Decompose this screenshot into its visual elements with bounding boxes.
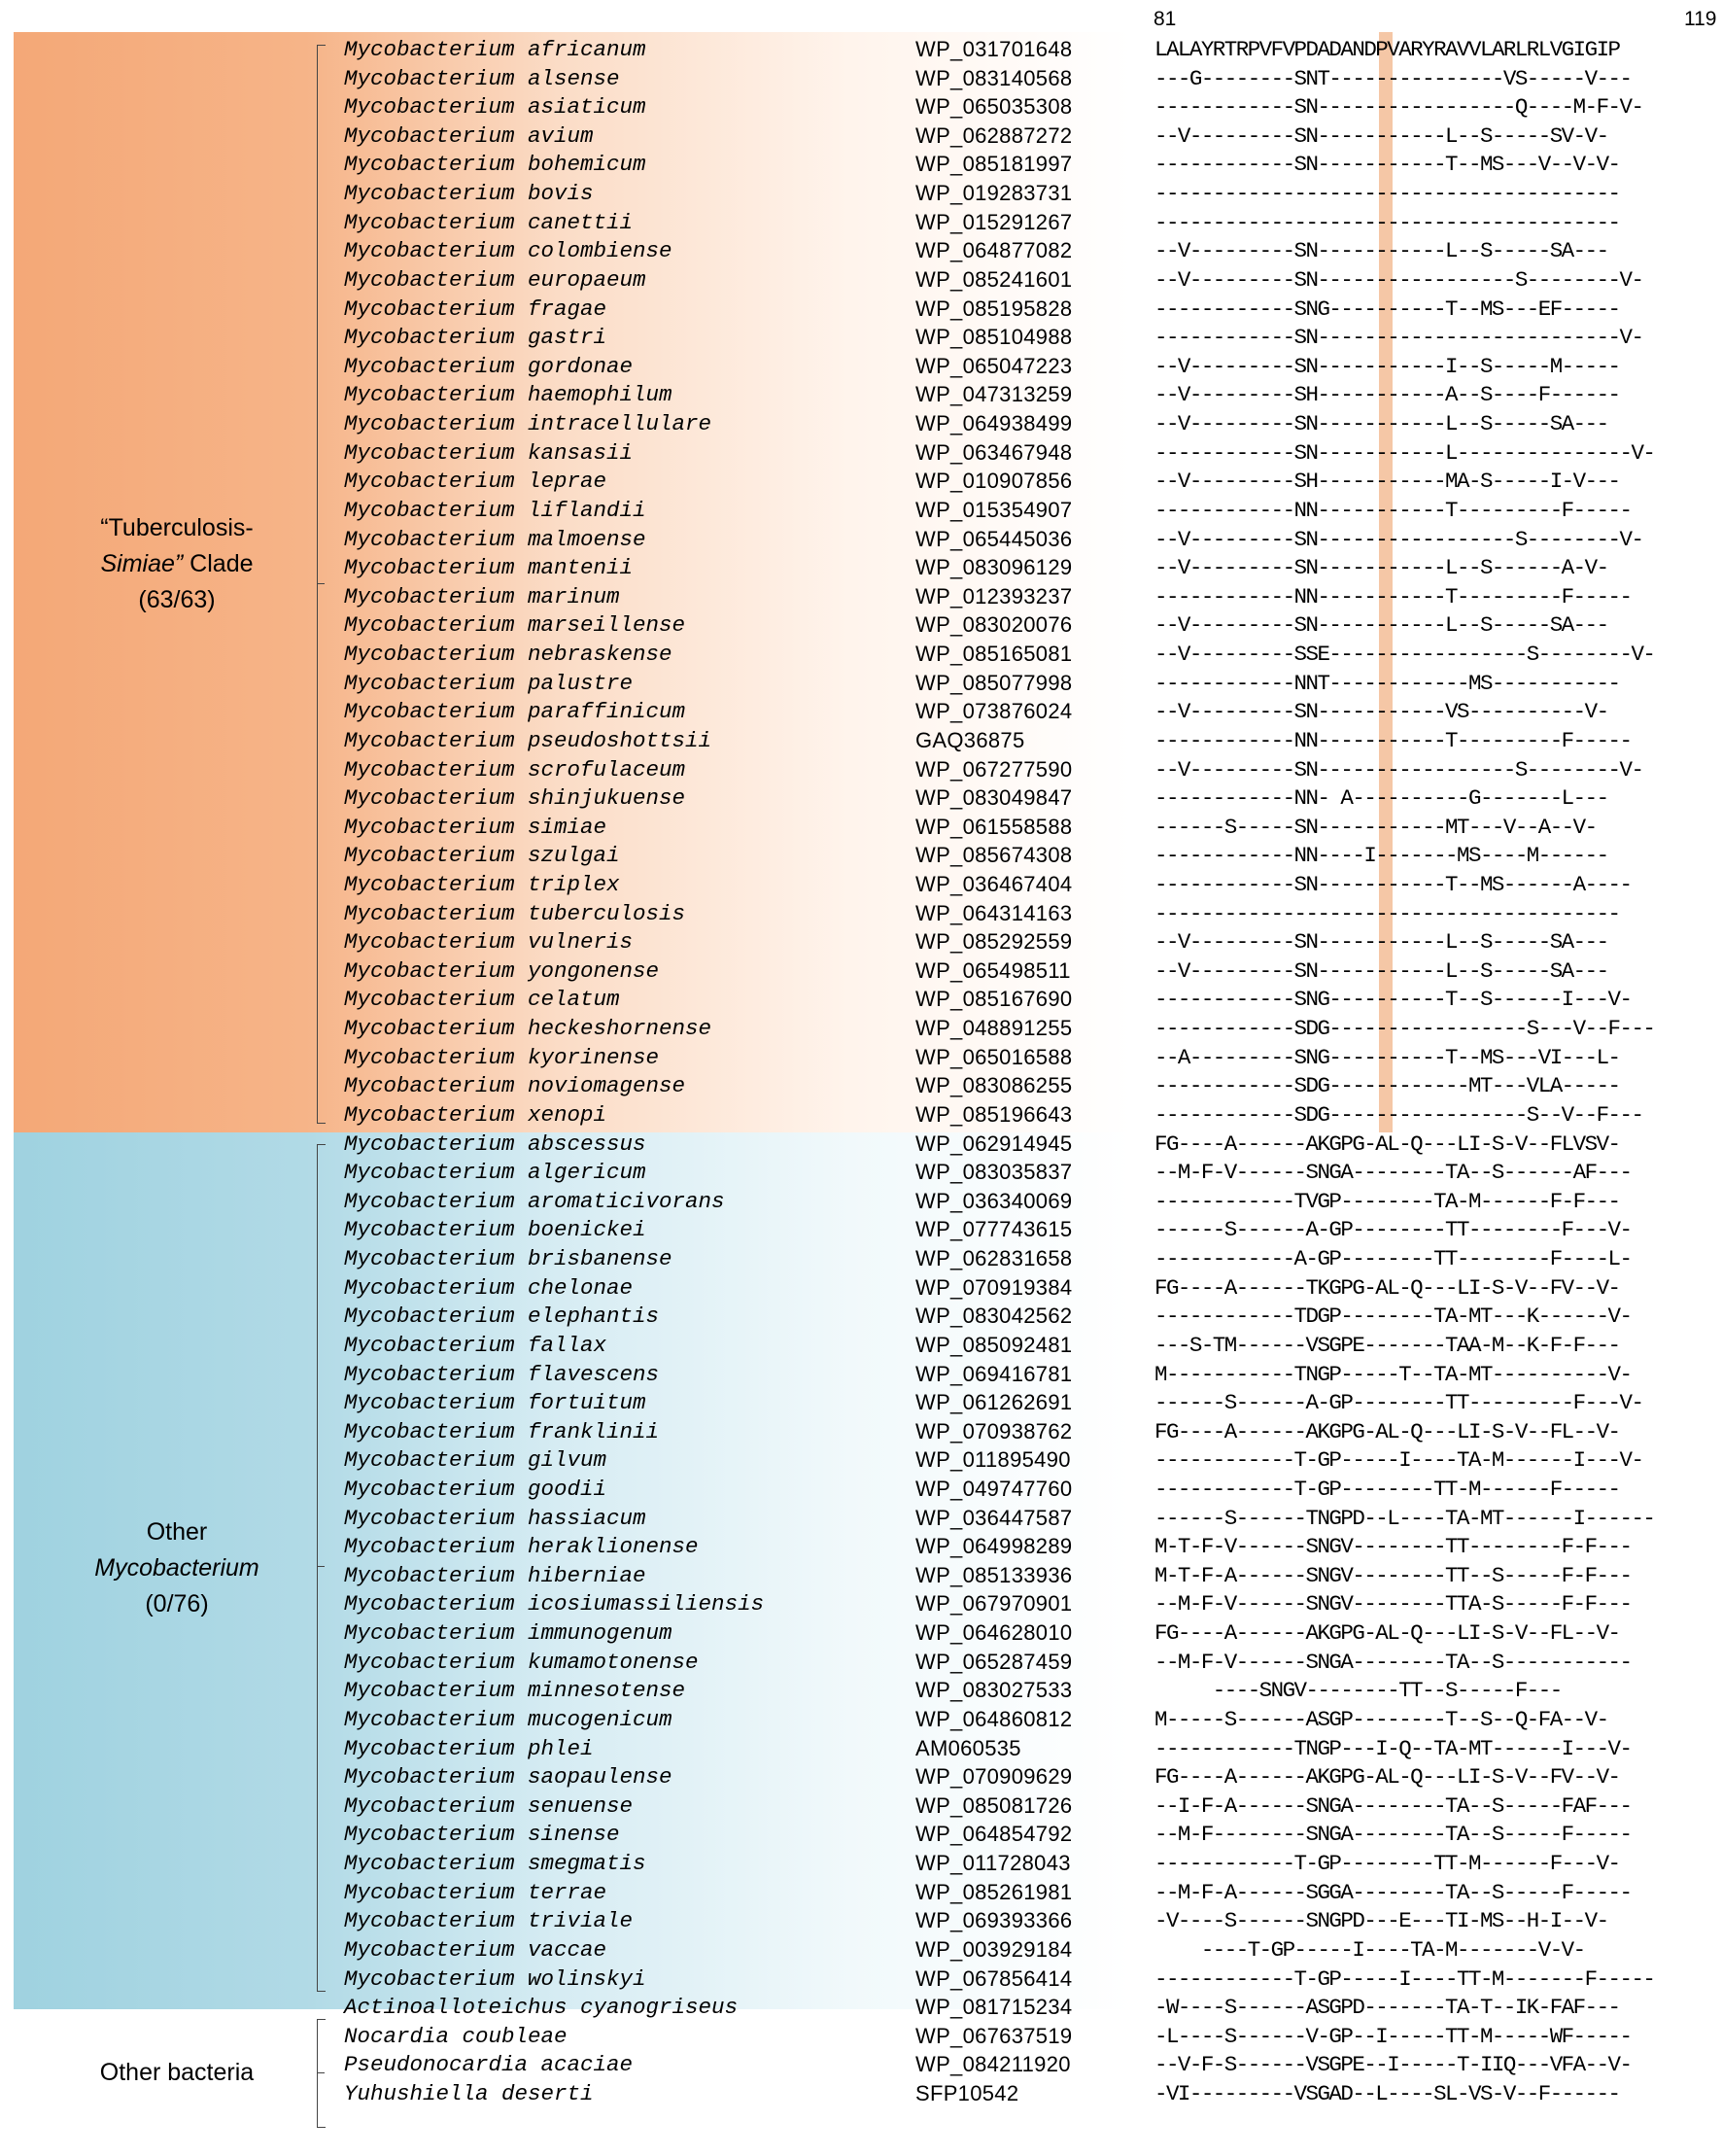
sequence-alignment: ------S-----SN-----------MT---V--A--V- (1154, 814, 1597, 840)
alignment-row (0, 1012, 1722, 1041)
species-name: Mycobacterium elephantis (344, 1304, 660, 1330)
accession-number: WP_085081726 (915, 1792, 1073, 1818)
sequence-alignment: --V---------SN-----------L--S-----SV-V- (1154, 122, 1608, 149)
accession-number: WP_070919384 (915, 1274, 1073, 1300)
accession-number: WP_061558588 (915, 814, 1073, 839)
species-name: Mycobacterium triplex (344, 871, 620, 897)
group-label-italic: Simiae” (100, 550, 184, 577)
alignment-row (0, 551, 1722, 580)
alignment-row (0, 753, 1722, 782)
sequence-alignment: --M-F-V------SNGA--------TA--S------AF--- (1154, 1160, 1632, 1186)
sequence-alignment: ------------SN-----------L---------------V- (1154, 439, 1655, 466)
alignment-row (0, 378, 1722, 407)
sequence-alignment: ------------T-GP-----I----TT-M-------F----- (1154, 1965, 1655, 1992)
alignment-row (0, 523, 1722, 552)
group-label-line1: Other bacteria (99, 2059, 255, 2086)
species-name: Mycobacterium bohemicum (344, 152, 646, 178)
alignment-row (0, 1530, 1722, 1559)
sequence-alignment: --I-F-A------SNGA--------TA--S-----FAF--- (1154, 1792, 1632, 1819)
accession-number: WP_085104988 (915, 325, 1073, 350)
alignment-row (0, 1386, 1722, 1415)
accession-number: SFP10542 (915, 2081, 1019, 2106)
accession-number: WP_067637519 (915, 2023, 1073, 2048)
accession-number: WP_064998289 (915, 1534, 1073, 1559)
species-name: Mycobacterium fallax (344, 1332, 607, 1358)
species-name: Mycobacterium palustre (344, 670, 634, 696)
sequence-alignment: ------S------A-GP--------TT---------F---V- (1154, 1390, 1643, 1416)
alignment-row (0, 465, 1722, 494)
alignment-row (0, 925, 1722, 955)
alignment-row (0, 177, 1722, 206)
sequence-alignment: ---------------------------------------- (1154, 209, 1620, 235)
alignment-row (0, 1703, 1722, 1732)
species-name: Mycobacterium asiaticum (344, 94, 646, 121)
sequence-alignment: ------------SN-----------T--MS---V--V-V- (1154, 152, 1620, 178)
accession-number: WP_036467404 (915, 871, 1073, 896)
accession-number: WP_085077998 (915, 670, 1073, 695)
sequence-alignment: M-----------TNGP-----T--TA-MT----------V- (1154, 1361, 1632, 1387)
alignment-row (0, 1156, 1722, 1185)
accession-number: WP_012393237 (915, 583, 1073, 609)
accession-number: WP_065287459 (915, 1649, 1073, 1674)
alignment-row (0, 148, 1722, 177)
group-label-rest: Clade (183, 550, 254, 577)
sequence-alignment: ------------SDG-----------------S--V--F--- (1154, 1101, 1643, 1128)
accession-number: WP_067856414 (915, 1965, 1073, 1991)
sequence-alignment: ------------NN-----------T---------F----- (1154, 727, 1632, 753)
sequence-alignment: ------------SN-----------------Q----M-F-V- (1154, 94, 1643, 121)
sequence-alignment: --V---------SN-----------L--S-----SA--- (1154, 957, 1608, 984)
alignment-row (0, 983, 1722, 1012)
species-name: Mycobacterium immunogenum (344, 1620, 672, 1647)
accession-number: WP_067970901 (915, 1591, 1073, 1617)
accession-number: WP_077743615 (915, 1217, 1073, 1242)
sequence-alignment: ----SNGV--------TT--S-----F--- (1154, 1678, 1562, 1704)
sequence-alignment: ------S------TNGPD--L----TA-MT------I------ (1154, 1505, 1655, 1531)
group-label-italic: Mycobacterium (94, 1554, 259, 1582)
species-name: Mycobacterium fortuitum (344, 1390, 646, 1416)
species-name: Mycobacterium marinum (344, 583, 620, 609)
sequence-alignment: ---S-TM------VSGPE-------TAA-M--K-F-F--- (1154, 1332, 1620, 1358)
species-name: Mycobacterium heckeshornense (344, 1016, 712, 1042)
accession-number: WP_085674308 (915, 843, 1073, 868)
species-name: Mycobacterium canettii (344, 209, 634, 235)
species-name: Mycobacterium yongonense (344, 957, 660, 984)
accession-number: AM060535 (915, 1735, 1021, 1760)
accession-number: WP_064628010 (915, 1620, 1073, 1646)
alignment-row (0, 350, 1722, 379)
alignment-row (0, 1242, 1722, 1271)
alignment-row (0, 263, 1722, 293)
species-name: Mycobacterium saopaulense (344, 1764, 672, 1791)
group-label-count: (63/63) (138, 586, 216, 613)
sequence-alignment: M-T-F-V------SNGV--------TT--------F-F--- (1154, 1534, 1632, 1560)
species-name: Mycobacterium intracellulare (344, 411, 712, 437)
alignment-row (0, 839, 1722, 868)
species-name: Mycobacterium celatum (344, 987, 620, 1013)
accession-number: WP_036340069 (915, 1188, 1073, 1213)
alignment-row (0, 1443, 1722, 1473)
group-label-line1: “Tuberculosis- (100, 514, 254, 541)
accession-number: GAQ36875 (915, 727, 1025, 752)
accession-number: WP_083027533 (915, 1678, 1073, 1703)
species-name: Yuhushiella deserti (344, 2081, 594, 2107)
accession-number: WP_065035308 (915, 94, 1073, 120)
accession-number: WP_083035837 (915, 1160, 1073, 1185)
species-name: Mycobacterium hassiacum (344, 1505, 646, 1531)
accession-number: WP_064860812 (915, 1706, 1073, 1731)
alignment-row (0, 1732, 1722, 1761)
accession-number: WP_070909629 (915, 1764, 1073, 1790)
sequence-alignment: --A---------SNG----------T--MS---VI---L- (1154, 1044, 1620, 1070)
accession-number: WP_070938762 (915, 1418, 1073, 1443)
species-name: Mycobacterium flavescens (344, 1361, 660, 1387)
accession-number: WP_085165081 (915, 642, 1073, 667)
sequence-alignment: ----T-GP-----I----TA-M-------V-V- (1154, 1936, 1585, 1963)
accession-number: WP_064938499 (915, 411, 1073, 436)
sequence-alignment: --V---------SSE-----------------S--------V- (1154, 642, 1655, 668)
sequence-alignment: ------------T-GP--------TT-M------F---V- (1154, 1851, 1620, 1877)
sequence-alignment: FG----A------AKGPG-AL-Q---LI-S-V--FL--V- (1154, 1418, 1620, 1444)
species-name: Pseudonocardia acaciae (344, 2052, 634, 2078)
sequence-alignment: --V---------SN-----------------S--------V- (1154, 756, 1643, 782)
sequence-alignment: ---G--------SNT---------------VS-----V--- (1154, 65, 1632, 91)
alignment-row (0, 580, 1722, 609)
alignment-row (0, 1358, 1722, 1387)
accession-number: WP_062831658 (915, 1246, 1073, 1271)
sequence-alignment: -W----S------ASGPD-------TA-T--IK-FAF--- (1154, 1995, 1620, 2021)
species-name: Mycobacterium europaeum (344, 266, 646, 293)
alignment-row (0, 638, 1722, 667)
accession-number: WP_085195828 (915, 296, 1073, 321)
sequence-alignment: ------------NN-----------T---------F----- (1154, 583, 1632, 609)
accession-number: WP_085196643 (915, 1101, 1073, 1127)
sequence-alignment: ------------TDGP--------TA-MT---K------V- (1154, 1304, 1632, 1330)
species-name: Mycobacterium africanum (344, 37, 646, 62)
alignment-row (0, 1415, 1722, 1444)
sequence-alignment: --V---------SN-----------------S--------V- (1154, 526, 1643, 552)
accession-number: WP_067277590 (915, 756, 1073, 782)
sequence-alignment: ------------NN- A----------G-------L--- (1154, 785, 1608, 812)
species-name: Mycobacterium sinense (344, 1822, 620, 1848)
accession-number: WP_064877082 (915, 238, 1073, 263)
accession-number: WP_084211920 (915, 2052, 1071, 2077)
accession-number: WP_085292559 (915, 929, 1073, 955)
alignment-row (0, 2077, 1722, 2106)
alignment-row (0, 234, 1722, 263)
sequence-alignment: FG----A------TKGPG-AL-Q---LI-S-V--FV--V- (1154, 1274, 1620, 1301)
sequence-alignment: ------------A-GP--------TT--------F----L- (1154, 1246, 1632, 1272)
sequence-alignment: --V---------SN-----------L--S-----SA--- (1154, 929, 1608, 956)
species-name: Mycobacterium boenickei (344, 1217, 646, 1243)
position-start-label: 81 (1154, 8, 1177, 30)
sequence-alignment: --V-F-S------VSGPE--I-----T-IIQ---VFA--V- (1154, 2052, 1632, 2078)
alignment-row (0, 897, 1722, 926)
accession-number: WP_065016588 (915, 1044, 1073, 1069)
species-name: Mycobacterium mantenii (344, 555, 634, 581)
species-name: Mycobacterium wolinskyi (344, 1965, 646, 1992)
species-name: Mycobacterium terrae (344, 1879, 607, 1905)
alignment-row (0, 407, 1722, 436)
accession-number: WP_065047223 (915, 353, 1073, 378)
species-name: Mycobacterium avium (344, 122, 594, 149)
accession-number: WP_065445036 (915, 526, 1073, 551)
accession-number: WP_015354907 (915, 497, 1073, 522)
accession-number: WP_069393366 (915, 1908, 1073, 1933)
accession-number: WP_083096129 (915, 555, 1073, 580)
species-name: Mycobacterium simiae (344, 814, 607, 840)
alignment-row (0, 955, 1722, 984)
alignment-row (0, 1473, 1722, 1502)
species-name: Mycobacterium heraklionense (344, 1534, 699, 1560)
sequence-alignment: ------------TVGP--------TA-M------F-F--- (1154, 1188, 1620, 1214)
sequence-alignment: --M-F-V------SNGV--------TTA-S-----F-F--- (1154, 1591, 1632, 1617)
species-name: Mycobacterium kyorinense (344, 1044, 660, 1070)
accession-number: WP_083086255 (915, 1073, 1073, 1098)
species-name: Mycobacterium icosiumassiliensis (344, 1591, 765, 1617)
species-name: Mycobacterium hiberniae (344, 1562, 646, 1588)
alignment-row (0, 868, 1722, 897)
accession-number: WP_064314163 (915, 900, 1073, 925)
alignment-row (0, 1790, 1722, 1819)
alignment-row (0, 1128, 1722, 1157)
alignment-row (0, 1876, 1722, 1905)
species-name: Mycobacterium malmoense (344, 526, 646, 552)
accession-number: WP_081715234 (915, 1995, 1073, 2020)
sequence-alignment: -V----S------SNGPD---E---TI-MS--H-I--V- (1154, 1908, 1608, 1934)
alignment-row (0, 90, 1722, 120)
alignment-row (0, 1760, 1722, 1790)
accession-number: WP_083020076 (915, 612, 1073, 638)
alignment-row (0, 1559, 1722, 1588)
species-name: Mycobacterium tuberculosis (344, 900, 686, 926)
accession-number: WP_085241601 (915, 266, 1073, 292)
sequence-alignment: ------------SNG----------T--S------I---V- (1154, 987, 1632, 1013)
sequence-alignment: --M-F-V------SNGA--------TA--S----------- (1154, 1649, 1632, 1675)
accession-number: WP_085261981 (915, 1879, 1073, 1904)
accession-number: WP_019283731 (915, 181, 1073, 206)
accession-number: WP_085167690 (915, 987, 1073, 1012)
species-name: Mycobacterium kansasii (344, 439, 634, 466)
species-name: Mycobacterium triviale (344, 1908, 634, 1934)
species-name: Mycobacterium kumamotonense (344, 1649, 699, 1675)
accession-number: WP_065498511 (915, 957, 1071, 983)
sequence-alignment: ------------T-GP--------TT-M------F----- (1154, 1477, 1620, 1502)
sequence-alignment: --V---------SH-----------A--S----F------ (1154, 382, 1620, 408)
species-name: Mycobacterium xenopi (344, 1101, 607, 1128)
species-name: Mycobacterium fragae (344, 296, 607, 322)
accession-number: WP_015291267 (915, 209, 1073, 234)
species-name: Mycobacterium minnesotense (344, 1678, 686, 1704)
accession-number: WP_083049847 (915, 785, 1073, 811)
accession-number: WP_069416781 (915, 1361, 1073, 1386)
alignment-row (0, 782, 1722, 811)
species-name: Mycobacterium brisbanense (344, 1246, 672, 1272)
species-name: Mycobacterium szulgai (344, 843, 620, 869)
sequence-alignment: M-T-F-A------SNGV--------TT--S-----F-F--- (1154, 1562, 1632, 1588)
species-name: Mycobacterium aromaticivorans (344, 1188, 725, 1214)
species-name: Mycobacterium colombiense (344, 238, 672, 264)
alignment-row (0, 1098, 1722, 1128)
accession-number: WP_010907856 (915, 469, 1073, 494)
alignment-row (0, 1213, 1722, 1242)
sequence-alignment: --V---------SN-----------L--S-----SA--- (1154, 411, 1608, 437)
sequence-alignment: ------------SDG-----------------S---V--F--- (1154, 1016, 1655, 1042)
species-name: Mycobacterium senuense (344, 1792, 634, 1819)
species-name: Mycobacterium gilvum (344, 1447, 607, 1474)
sequence-alignment: -VI---------VSGAD--L----SL-VS-V--F------ (1154, 2081, 1620, 2107)
alignment-row (0, 1991, 1722, 2020)
accession-number: WP_085181997 (915, 152, 1073, 177)
sequence-alignment: --V---------SN-----------VS----------V- (1154, 699, 1608, 725)
alignment-row (0, 695, 1722, 724)
species-name: Mycobacterium abscessus (344, 1130, 646, 1157)
alignment-row (0, 321, 1722, 350)
sequence-alignment: -L----S------V-GP--I-----TT-M-----WF----- (1154, 2023, 1632, 2049)
sequence-alignment: ------------SNG----------T--MS---EF----- (1154, 296, 1620, 322)
species-name: Mycobacterium chelonae (344, 1274, 634, 1301)
sequence-alignment: ------------NN-----------T---------F----- (1154, 497, 1632, 523)
alignment-row (0, 206, 1722, 235)
species-name: Nocardia coubleae (344, 2023, 568, 2049)
sequence-alignment: --V---------SN-----------------S--------V- (1154, 266, 1643, 293)
alignment-row (0, 1185, 1722, 1214)
species-name: Mycobacterium smegmatis (344, 1851, 646, 1877)
species-name: Mycobacterium vulneris (344, 929, 634, 956)
alignment-row (0, 1329, 1722, 1358)
alignment-row (0, 1646, 1722, 1675)
alignment-row (0, 62, 1722, 91)
accession-number: WP_063467948 (915, 439, 1073, 465)
alignment-row (0, 2048, 1722, 2077)
species-name: Mycobacterium goodii (344, 1477, 607, 1502)
species-name: Mycobacterium haemophilum (344, 382, 672, 408)
sequence-alignment: ---------------------------------------- (1154, 900, 1620, 926)
accession-number: WP_073876024 (915, 699, 1073, 724)
alignment-row (0, 1041, 1722, 1070)
sequence-alignment: FG----A------AKGPG-AL-Q---LI-S-V--FV--V- (1154, 1764, 1620, 1791)
sequence-alignment: ------------SDG------------MT---VLA----- (1154, 1073, 1620, 1099)
alignment-row (0, 436, 1722, 466)
species-name: Mycobacterium paraffinicum (344, 699, 686, 725)
sequence-alignment: LALAYRTRPVFVPDADANDPVARYRAVVLARLRLVGIGIP (1154, 37, 1620, 62)
alignment-row (0, 724, 1722, 753)
alignment-row (0, 1818, 1722, 1847)
alignment-row (0, 120, 1722, 149)
sequence-alignment: --V---------SN-----------L--S-----SA--- (1154, 612, 1608, 639)
accession-number: WP_085133936 (915, 1562, 1073, 1587)
alignment-row (0, 33, 1722, 62)
position-end-label: 119 (1684, 8, 1717, 30)
sequence-alignment: ------------T-GP-----I----TA-M------I---V- (1154, 1447, 1643, 1474)
sequence-alignment: --V---------SH-----------MA-S-----I-V--- (1154, 469, 1620, 495)
sequence-alignment: FG----A------AKGPG-AL-Q---LI-S-V--FL--V- (1154, 1620, 1620, 1647)
alignment-row (0, 1674, 1722, 1703)
sequence-alignment: FG----A------AKGPG-AL-Q---LI-S-V--FLVSV- (1154, 1130, 1620, 1157)
sequence-alignment: --V---------SN-----------L--S------A-V- (1154, 555, 1608, 581)
alignment-row (0, 667, 1722, 696)
species-name: Mycobacterium franklinii (344, 1418, 660, 1444)
accession-number: WP_085092481 (915, 1332, 1073, 1357)
alignment-row (0, 1502, 1722, 1531)
alignment-row (0, 1847, 1722, 1876)
sequence-alignment: --M-F-A------SGGA--------TA--S-----F----- (1154, 1879, 1632, 1905)
sequence-alignment: ------------SN--------------------------V- (1154, 325, 1643, 351)
species-name: Mycobacterium bovis (344, 181, 594, 207)
sequence-alignment: ---------------------------------------- (1154, 181, 1620, 207)
accession-number: WP_061262691 (915, 1390, 1073, 1415)
alignment-row (0, 811, 1722, 840)
accession-number: WP_011895490 (915, 1447, 1071, 1473)
species-name: Mycobacterium liflandii (344, 497, 646, 523)
species-name: Mycobacterium marseillense (344, 612, 686, 639)
group-label-line1: Other (146, 1518, 208, 1546)
alignment-row (0, 2020, 1722, 2049)
species-name: Mycobacterium mucogenicum (344, 1706, 672, 1732)
species-name: Mycobacterium noviomagense (344, 1073, 686, 1099)
species-name: Mycobacterium alsense (344, 65, 620, 91)
species-name: Actinoalloteichus cyanogriseus (344, 1995, 739, 2021)
alignment-row (0, 1904, 1722, 1933)
sequence-alignment: ------------NN----I-------MS----M------ (1154, 843, 1608, 869)
species-name: Mycobacterium gordonae (344, 353, 634, 379)
accession-number: WP_062887272 (915, 122, 1073, 148)
accession-number: WP_062914945 (915, 1130, 1073, 1156)
accession-number: WP_049747760 (915, 1477, 1073, 1501)
sequence-alignment: M-----S------ASGP--------T--S--Q-FA--V- (1154, 1706, 1608, 1732)
accession-number: WP_003929184 (915, 1936, 1073, 1962)
alignment-row (0, 609, 1722, 638)
sequence-alignment: ------------TNGP---I-Q--TA-MT------I---V- (1154, 1735, 1632, 1761)
accession-number: WP_047313259 (915, 382, 1073, 407)
alignment-row (0, 1587, 1722, 1617)
accession-number: WP_064854792 (915, 1822, 1073, 1847)
species-name: Mycobacterium algericum (344, 1160, 646, 1186)
alignment-row (0, 1300, 1722, 1329)
group-label-count: (0/76) (145, 1590, 209, 1617)
accession-number: WP_036447587 (915, 1505, 1073, 1530)
species-name: Mycobacterium phlei (344, 1735, 594, 1761)
alignment-row (0, 1069, 1722, 1098)
accession-number: WP_011728043 (915, 1851, 1071, 1876)
alignment-row (0, 1271, 1722, 1301)
species-name: Mycobacterium scrofulaceum (344, 756, 686, 782)
alignment-row (0, 1617, 1722, 1646)
species-name: Mycobacterium leprae (344, 469, 607, 495)
sequence-alignment: ------------SN-----------T--MS------A---- (1154, 871, 1632, 897)
alignment-row (0, 1933, 1722, 1963)
species-name: Mycobacterium pseudoshottsii (344, 727, 712, 753)
sequence-alignment: ------------NNT------------MS----------- (1154, 670, 1620, 696)
sequence-alignment: --M-F--------SNGA--------TA--S-----F----- (1154, 1822, 1632, 1848)
accession-number: WP_083140568 (915, 65, 1073, 90)
accession-number: WP_031701648 (915, 37, 1073, 61)
alignment-row (0, 293, 1722, 322)
sequence-alignment: ------S------A-GP--------TT--------F---V- (1154, 1217, 1632, 1243)
alignment-row (0, 494, 1722, 523)
sequence-alignment: --V---------SN-----------I--S-----M----- (1154, 353, 1620, 379)
accession-number: WP_083042562 (915, 1304, 1073, 1329)
accession-number: WP_048891255 (915, 1016, 1073, 1041)
species-name: Mycobacterium vaccae (344, 1936, 607, 1963)
alignment-row (0, 1963, 1722, 1992)
species-name: Mycobacterium gastri (344, 325, 607, 351)
species-name: Mycobacterium shinjukuense (344, 785, 686, 812)
sequence-alignment: --V---------SN-----------L--S-----SA--- (1154, 238, 1608, 264)
species-name: Mycobacterium nebraskense (344, 642, 672, 668)
